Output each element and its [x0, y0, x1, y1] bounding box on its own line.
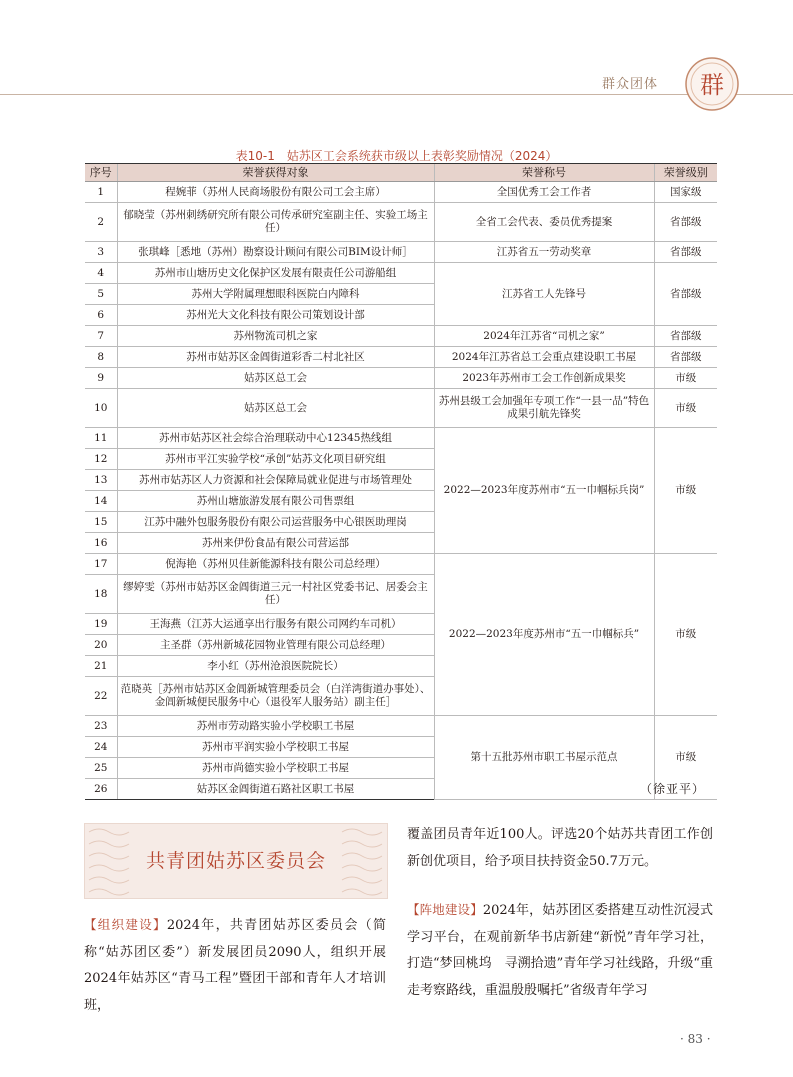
cell-index: 16	[85, 533, 117, 554]
paragraph-continued: 覆盖团员青年近100人。评选20个姑苏共青团工作创新创优项目，给予项目扶持资金50.7万元。	[407, 827, 713, 869]
header-rule	[0, 94, 793, 95]
table-row	[85, 554, 717, 575]
cell-recipient: 苏州市平润实验小学校职工书屋	[117, 737, 434, 758]
cell-recipient: 苏州市姑苏区社会综合治理联动中心12345热线组	[117, 428, 434, 449]
cell-index: 24	[85, 737, 117, 758]
cell-index: 17	[85, 554, 117, 575]
cell-honor: 苏州县级工会加强年专项工作“一县一品”特色成果引航先锋奖	[434, 389, 654, 428]
cell-index: 19	[85, 614, 117, 635]
table-row	[85, 389, 717, 428]
cell-recipient: 缪婷雯（苏州市姑苏区金阊街道三元一村社区党委书记、居委会主任）	[117, 575, 434, 614]
section-logo-icon	[683, 55, 741, 113]
cell-honor: 2022—2023年度苏州市“五一巾帼标兵岗”	[434, 428, 654, 554]
cell-recipient: 苏州光大文化科技有限公司策划设计部	[117, 305, 434, 326]
cell-recipient: 苏州来伊份食品有限公司营运部	[117, 533, 434, 554]
cell-index: 23	[85, 716, 117, 737]
cell-level: 国家级	[654, 182, 717, 203]
cell-index: 25	[85, 758, 117, 779]
cell-honor: 江苏省五一劳动奖章	[434, 242, 654, 263]
cell-recipient: 主圣群（苏州新城花园物业管理有限公司总经理）	[117, 635, 434, 656]
paragraph-tag: 【组织建设】	[84, 917, 167, 932]
cell-recipient: 姑苏区金阊街道石路社区职工书屋	[117, 779, 434, 800]
cell-honor: 2024年江苏省“司机之家”	[434, 326, 654, 347]
cell-index: 15	[85, 512, 117, 533]
col-header-honor: 荣誉称号	[434, 164, 654, 182]
cell-index: 5	[85, 284, 117, 305]
cell-recipient: 苏州市姑苏区人力资源和社会保障局就业促进与市场管理处	[117, 470, 434, 491]
cell-honor: 2022—2023年度苏州市“五一巾帼标兵”	[434, 554, 654, 716]
cell-honor: 2024年江苏省总工会重点建设职工书屋	[434, 347, 654, 368]
right-column	[407, 822, 713, 1004]
cell-index: 26	[85, 779, 117, 800]
table-credit: （徐亚平）	[640, 782, 706, 796]
table-row	[85, 347, 717, 368]
table-row	[85, 326, 717, 347]
cell-index: 9	[85, 368, 117, 389]
table-row	[85, 716, 717, 737]
section-banner	[84, 823, 388, 899]
cell-level: 省部级	[654, 347, 717, 368]
table-row	[85, 428, 717, 449]
table-row	[85, 242, 717, 263]
col-header-recipient: 荣誉获得对象	[117, 164, 434, 182]
table-row	[85, 368, 717, 389]
cell-index: 20	[85, 635, 117, 656]
cell-recipient: 苏州山塘旅游发展有限公司售票组	[117, 491, 434, 512]
cell-recipient: 倪海艳（苏州贝佳新能源科技有限公司总经理）	[117, 554, 434, 575]
cell-level: 市级	[654, 716, 717, 800]
cell-index: 8	[85, 347, 117, 368]
col-header-level: 荣誉级别	[654, 164, 717, 182]
section-label: 群众团体	[601, 77, 658, 92]
cell-honor: 全国优秀工会工作者	[434, 182, 654, 203]
cell-level: 省部级	[654, 242, 717, 263]
honors-table	[85, 163, 717, 800]
cell-index: 22	[85, 677, 117, 716]
cell-recipient: 李小红（苏州沧浪医院院长）	[117, 656, 434, 677]
section-title: 共青团姑苏区委员会	[145, 850, 326, 872]
cell-index: 1	[85, 182, 117, 203]
cell-recipient: 苏州市平江实验学校“承创”姑苏文化项目研究组	[117, 449, 434, 470]
cell-recipient: 苏州市劳动路实验小学校职工书屋	[117, 716, 434, 737]
paragraph-text: 2024年，共青团姑苏区委员会（简称“姑苏团区委”）新发展团员2090人，组织开展2024年姑苏区“青马工程”暨团干部和青年人才培训班，	[84, 918, 386, 1013]
cell-recipient: 张琪峰［悉地（苏州）勘察设计顾问有限公司BIM设计师］	[117, 242, 434, 263]
cell-recipient: 苏州物流司机之家	[117, 326, 434, 347]
table-row	[85, 203, 717, 242]
cell-index: 4	[85, 263, 117, 284]
left-column	[84, 912, 386, 1019]
cell-honor: 全省工会代表、委员优秀提案	[434, 203, 654, 242]
section-logo-char: 群	[700, 71, 724, 99]
cell-index: 13	[85, 470, 117, 491]
cell-index: 7	[85, 326, 117, 347]
cell-recipient: 王海燕（江苏大运通享出行服务有限公司网约车司机）	[117, 614, 434, 635]
cell-recipient: 苏州市尚德实验小学校职工书屋	[117, 758, 434, 779]
cell-index: 12	[85, 449, 117, 470]
cell-honor: 江苏省工人先锋号	[434, 263, 654, 326]
paragraph-tag: 【阵地建设】	[407, 902, 483, 917]
cell-recipient: 江苏中融外包服务股份有限公司运营服务中心银医助理岗	[117, 512, 434, 533]
cell-index: 3	[85, 242, 117, 263]
cell-honor: 第十五批苏州市职工书屋示范点	[434, 716, 654, 800]
table-row	[85, 182, 717, 203]
cell-level: 市级	[654, 554, 717, 716]
cell-index: 2	[85, 203, 117, 242]
cell-index: 10	[85, 389, 117, 428]
cell-recipient: 苏州市姑苏区金阊街道彩香二村北社区	[117, 347, 434, 368]
cell-level: 市级	[654, 368, 717, 389]
cell-recipient: 范晓英［苏州市姑苏区金阊新城管理委员会（白洋湾街道办事处）、金阊新城便民服务中心（退役军人服务站）副主任］	[117, 677, 434, 716]
paragraph-text: 2024年，姑苏团区委搭建互动性沉浸式学习平台，在观前新华书店新建“新悦”青年学习社，打造“梦回桃坞 寻溯拾遗”青年学习社线路，升级“重走考察路线，重温殷殷嘱托”省级青年学习	[407, 903, 713, 998]
cell-level: 市级	[654, 428, 717, 554]
cell-recipient: 苏州大学附属理想眼科医院白内障科	[117, 284, 434, 305]
col-header-index: 序号	[85, 164, 117, 182]
paragraph-venue	[407, 897, 713, 1004]
cell-recipient: 姑苏区总工会	[117, 368, 434, 389]
cell-recipient: 姑苏区总工会	[117, 389, 434, 428]
cell-index: 14	[85, 491, 117, 512]
table-header-row	[85, 164, 717, 182]
cell-level: 市级	[654, 389, 717, 428]
page-number: · 83 ·	[680, 1032, 711, 1046]
cell-index: 21	[85, 656, 117, 677]
cell-level: 省部级	[654, 203, 717, 242]
table-row	[85, 263, 717, 284]
cell-index: 6	[85, 305, 117, 326]
cell-index: 11	[85, 428, 117, 449]
table-title: 表10-1 姑苏区工会系统获市级以上表彰奖励情况（2024）	[235, 149, 558, 163]
cell-honor: 2023年苏州市工会工作创新成果奖	[434, 368, 654, 389]
page-header	[0, 0, 793, 110]
cell-recipient: 程婉菲（苏州人民商场股份有限公司工会主席）	[117, 182, 434, 203]
cell-level: 省部级	[654, 263, 717, 326]
cell-recipient: 郁晓莹（苏州刺绣研究所有限公司传承研究室副主任、实验工场主任）	[117, 203, 434, 242]
cell-index: 18	[85, 575, 117, 614]
cell-level: 省部级	[654, 326, 717, 347]
paragraph-organization	[84, 912, 386, 1019]
cell-recipient: 苏州市山塘历史文化保护区发展有限责任公司游船组	[117, 263, 434, 284]
